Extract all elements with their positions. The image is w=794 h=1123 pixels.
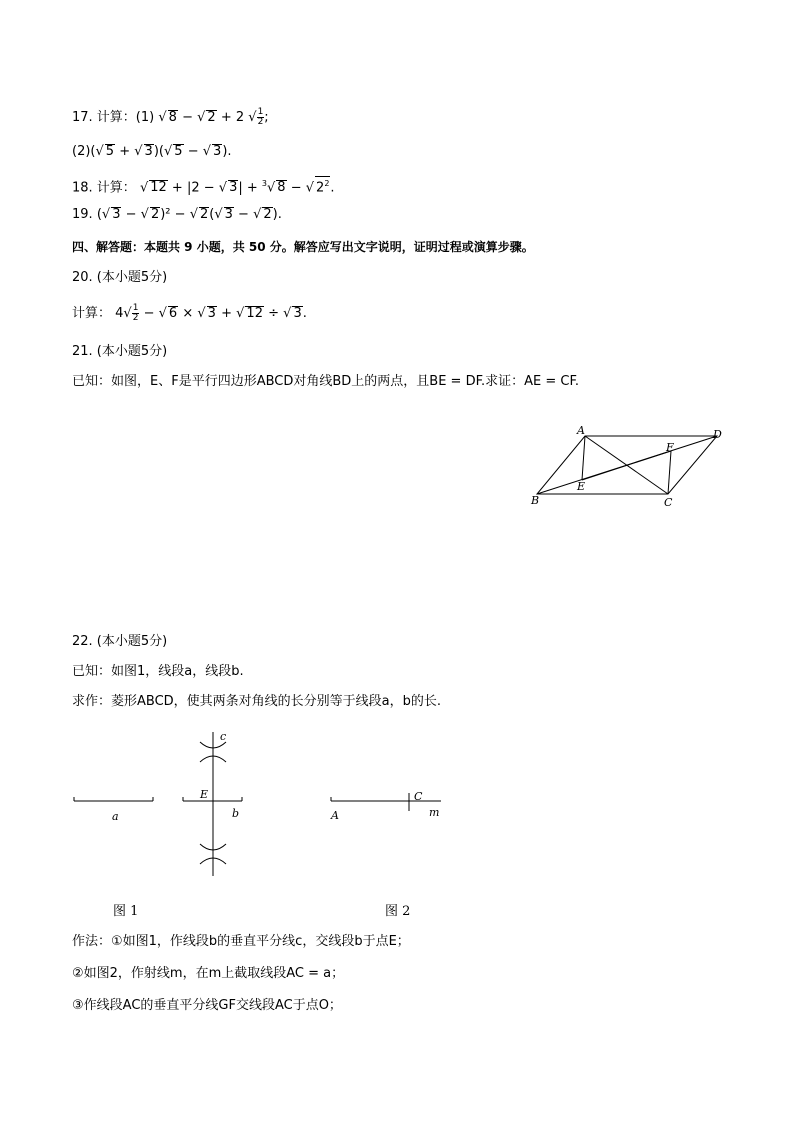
q21-label-E: E xyxy=(577,480,586,493)
q19-line: 19. (√ 3 − √ 2)² − √ 2(√ 3 − √ 2). xyxy=(72,207,282,222)
q22-fig2-label-A: A xyxy=(331,809,339,822)
q21-label-C: C xyxy=(664,496,673,509)
q21-label-B: B xyxy=(531,494,540,507)
q22-step3: ③作线段AC的垂直平分线GF交线段AC于点O； xyxy=(72,998,342,1013)
q22-step2: ②如图2，作射线m，在m上截取线段AC = a； xyxy=(72,966,345,981)
q22-fig1-label-b: b xyxy=(232,807,240,820)
q21-parallelogram-figure xyxy=(525,424,735,512)
q22-fig1-label-a: a xyxy=(112,810,119,823)
q22-fig2-caption: 图 2 xyxy=(385,904,411,919)
q21-label: 21. (本小题5分) xyxy=(72,344,168,359)
q22-fig2-label-m: m xyxy=(429,806,440,819)
q22-fig2-label-C: C xyxy=(414,790,423,803)
q21-label-D: D xyxy=(713,428,722,441)
q20-label: 20. (本小题5分) xyxy=(72,270,168,285)
q22-fig1-caption: 图 1 xyxy=(113,904,139,919)
q20-expression: 计算： 4√ $\frac{1}{2}$ − √ 6 × √ 3 + √ 12 ÷ √ 3. xyxy=(72,303,307,323)
q22-step1: 作法：①如图1，作线段b的垂直平分线c，交线段b于点E； xyxy=(72,934,410,949)
q20-calc-prefix: 计算： xyxy=(72,306,112,321)
q21-statement: 已知：如图，E、F是平行四边形ABCD对角线BD上的两点，且BE = DF.求证：AE = CF. xyxy=(72,374,579,389)
q18-label: 18. 计算： xyxy=(72,180,136,196)
q17-line1: 17. 计算：(1) √ 8 − √ 2 + 2 √ $\frac{1}{2}$ ; xyxy=(72,107,269,127)
q22-fig1-label-c: c xyxy=(220,730,227,743)
q21-label-A: A xyxy=(577,424,585,437)
q22-fig1-label-E: E xyxy=(200,788,209,801)
q22-given: 已知：如图1，线段a，线段b. xyxy=(72,664,244,679)
section4-heading: 四、解答题：本题共 9 小题，共 50 分。解答应写出文字说明，证明过程或演算步骤。 xyxy=(72,240,534,254)
q18-line: 18. 计算： √ 12 + |2 − √ 3| + $^3$√ 8 − √ $2^2$. xyxy=(72,174,335,198)
q17-part2-prefix: (2) xyxy=(72,144,91,159)
q22-label: 22. (本小题5分) xyxy=(72,634,168,649)
q22-figure2 xyxy=(325,785,450,825)
q17-label: 17. 计算：(1) xyxy=(72,110,155,125)
q21-label-F: F xyxy=(666,441,674,454)
q22-figure1 xyxy=(70,728,260,880)
q22-construct: 求作：菱形ABCD，使其两条对角线的长分别等于线段a，b的长. xyxy=(72,694,442,709)
q17-line2: (2)(√ 5 + √ 3)(√ 5 − √ 3). xyxy=(72,144,232,159)
q19-label: 19. xyxy=(72,207,93,222)
